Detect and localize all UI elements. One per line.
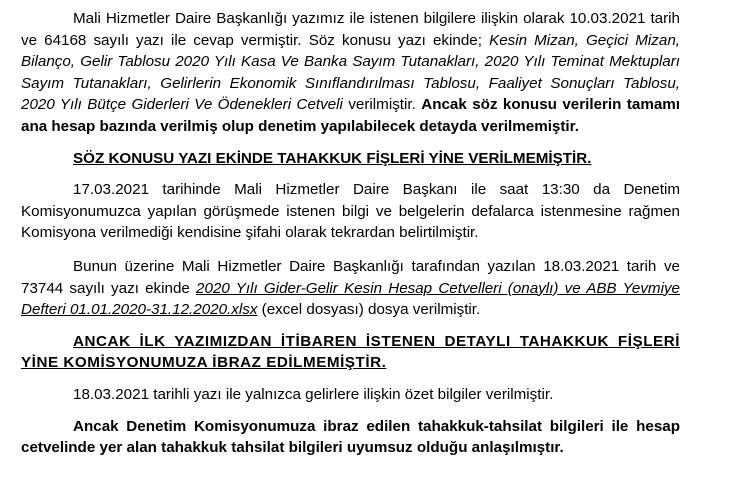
paragraph-1-text-a: Mali Hizmetler Daire Başkanlığı yazımız ile istenen bilgilere ilişkin olarak 10.03.2021 tarih ve 64168 sayılı yazı ile cevap vermiştir. Söz konusu yazı ekinde; <box>21 10 680 49</box>
heading-2: ANCAK İLK YAZIMIZDAN İTİBAREN İSTENEN DETAYLI TAHAKKUK FİŞLERİ YİNE KOMİSYONUMUZA İBRAZ EDİLMEMİŞTİR. <box>21 332 680 372</box>
paragraph-3-file-names: 2020 Yılı Gider-Gelir Kesin Hesap Cetvelleri (onaylı) ve ABB Yevmiye Defteri 01.01.2020-31.12.2020.xlsx <box>21 279 680 319</box>
heading-1: SÖZ KONUSU YAZI EKİNDE TAHAKKUK FİŞLERİ YİNE VERİLMEMİŞTİR. <box>73 149 592 167</box>
paragraph-3-text-a: Bunun üzerine Mali Hizmetler Daire Başkanlığı tarafından yazılan 18.03.2021 tarih ve 73744 sayılı yazı ekinde <box>21 257 680 297</box>
paragraph-4: 18.03.2021 tarihli yazı ile yalnızca gelirlere ilişkin özet bilgiler verilmiştir. <box>73 385 554 403</box>
paragraph-1-italic-list: Kesin Mizan, Geçici Mizan, Bilanço, Gelir Tablosu 2020 Yılı Kasa Ve Banka Sayım Tutanakları, 2020 Yılı Teminat Mektupları Sayım Tutanakları, Gelirlerin Ekonomik Sınıflandırılması Tablosu, Faaliyet Sonuçları Tablosu, 2020 Yılı Bütçe Giderleri Ve Ödenekleri Cetveli <box>21 31 680 114</box>
paragraph-2: 17.03.2021 tarihinde Mali Hizmetler Daire Başkanı ile saat 13:30 da Denetim Komisyonumuzca yapılan görüşmede istenen bilgi ve belgelerin defalarca istenmesine rağmen Komisyona verilmediği kendisine şifahi olarak tekrardan belirtilmiştir. <box>21 181 680 242</box>
paragraph-3-text-b: (excel dosyası) dosya verilmiştir. <box>257 301 481 319</box>
paragraph-1-bold-text: Ancak söz konusu verilerin tamamı ana hesap bazında verilmiş olup denetim yapılabilecek detayda verilmemiştir. <box>21 96 680 135</box>
paragraph-1 <box>21 8 680 138</box>
paragraph-1-text-b: verilmiştir. <box>342 96 422 114</box>
paragraph-3 <box>21 256 680 321</box>
paragraph-5: Ancak Denetim Komisyonumuza ibraz edilen tahakkuk-tahsilat bilgileri ile hesap cetvelinde yer alan tahakkuk tahsilat bilgileri uyumsuz olduğu anlaşılmıştır. <box>21 417 680 457</box>
